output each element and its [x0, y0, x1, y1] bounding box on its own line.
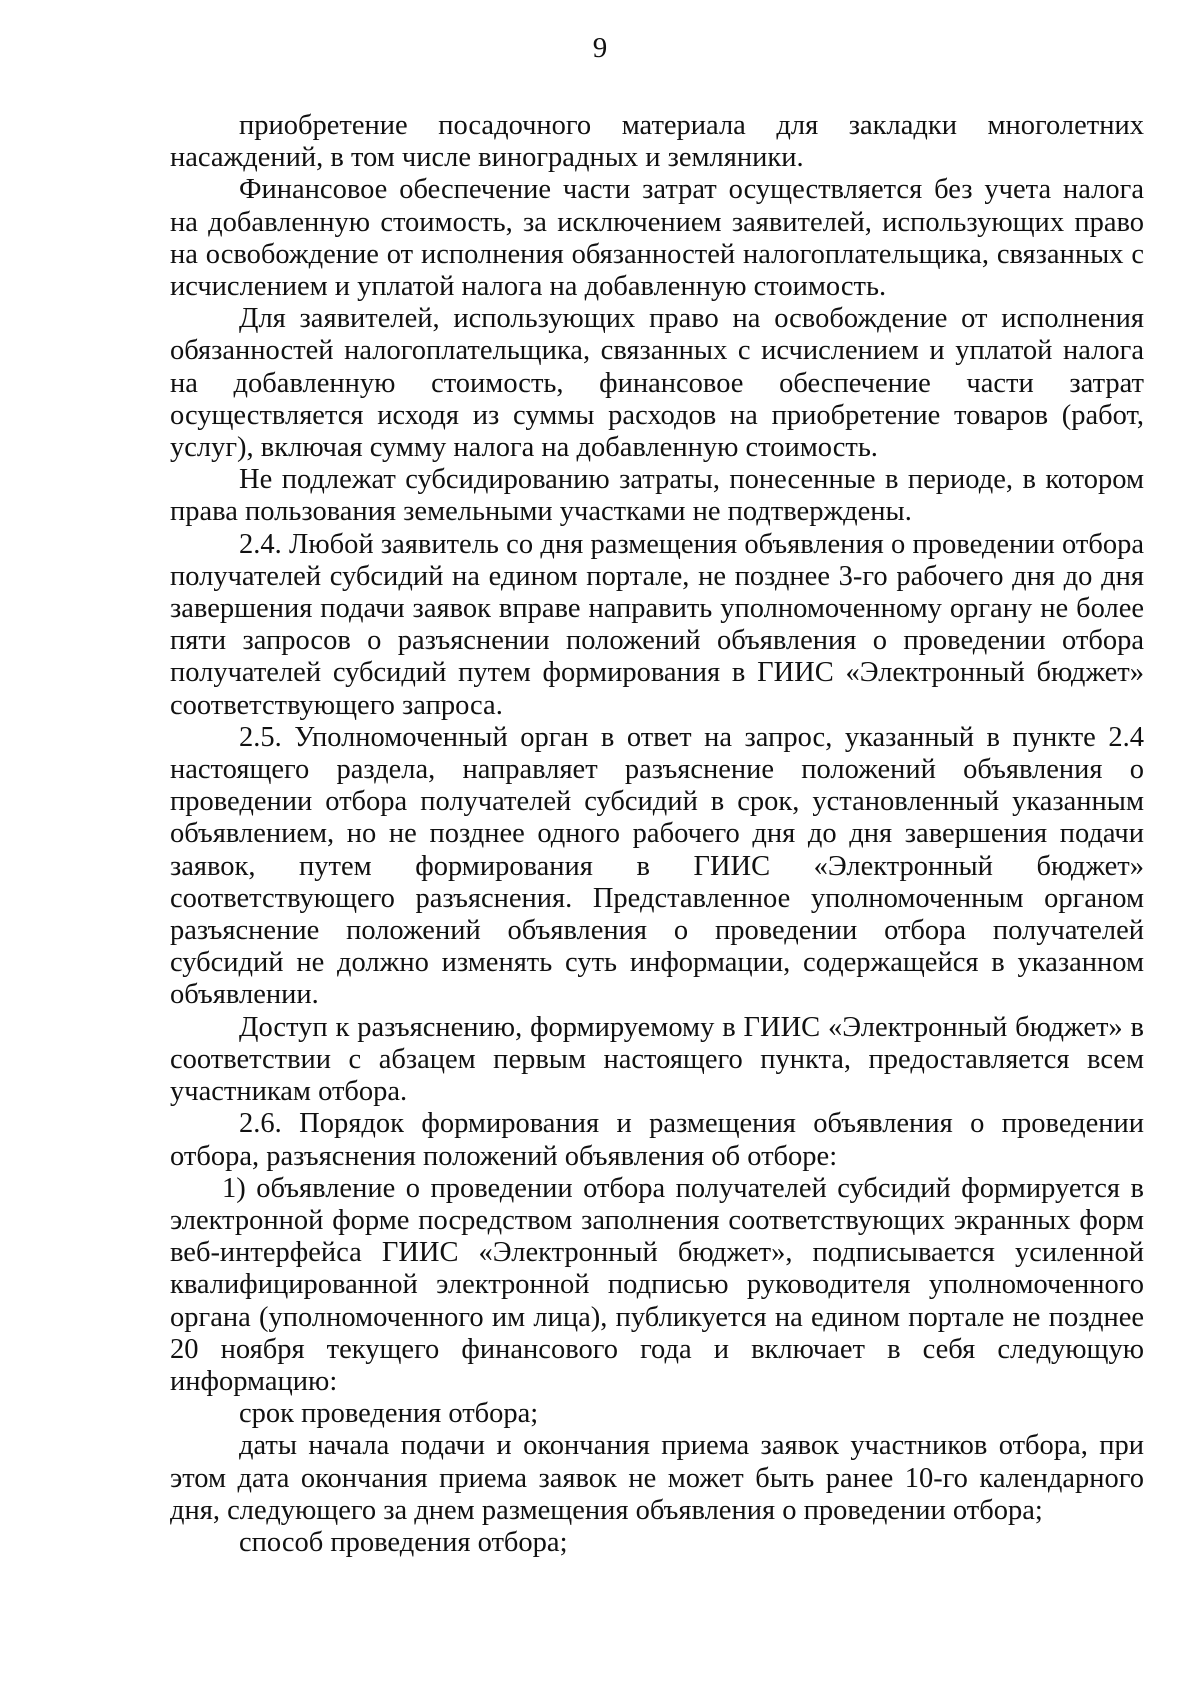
paragraph-vat-exclusion: Финансовое обеспечение части затрат осуществляется без учета налога на добавленную стоимость, за исключением заявителей, использующих право на освобождение от исполнения обязанностей налогоплательщика, связанных с исчислением и уплатой налога на добавленную стоимость. — [170, 174, 1144, 303]
paragraph-2-4: 2.4. Любой заявитель со дня размещения объявления о проведении отбора получателей субсидий на едином портале, не позднее 3-го рабочего дня до дня завершения подачи заявок вправе направить уполномоченному органу не более пяти запросов о разъяснении положений объявления о проведении отбора получателей субсидий путем формирования в ГИИС «Электронный бюджет» соответствующего запроса. — [170, 528, 1144, 721]
paragraph-2-6: 2.6. Порядок формирования и размещения объявления о проведении отбора, разъяснения положений объявления об отборе: — [170, 1108, 1144, 1172]
document-body — [170, 110, 1144, 1559]
page-number: 9 — [592, 32, 608, 64]
paragraph-access-clarification: Доступ к разъяснению, формируемому в ГИИС «Электронный бюджет» в соответствии с абзацем первым настоящего пункта, предоставляется всем участникам отбора. — [170, 1011, 1144, 1108]
paragraph-not-subsidized: Не подлежат субсидированию затраты, понесенные в периоде, в котором права пользования земельными участками не подтверждены. — [170, 464, 1144, 528]
paragraph-selection-method: способ проведения отбора; — [239, 1526, 568, 1558]
paragraph-2-5: 2.5. Уполномоченный орган в ответ на запрос, указанный в пункте 2.4 настоящего раздела, направляет разъяснение положений объявления о проведении отбора получателей субсидий в срок, установленный указанным объявлением, но не позднее одного рабочего дня до дня завершения подачи заявок, путем формирования в ГИИС «Электронный бюджет» соответствующего разъяснения. Представленное уполномоченным органом разъяснение положений объявления о проведении отбора получателей субсидий не должно изменять суть информации, содержащейся в указанном объявлении. — [170, 721, 1144, 1011]
paragraph-application-dates: даты начала подачи и окончания приема заявок участников отбора, при этом дата окончания приема заявок не может быть ранее 10-го календарного дня, следующего за днем размещения объявления о проведении отбора; — [170, 1430, 1144, 1526]
paragraph-planting-material: приобретение посадочного материала для закладки многолетних насаждений, в том числе виноградных и земляники. — [170, 110, 1144, 174]
paragraph-selection-period: срок проведения отбора; — [239, 1398, 539, 1430]
paragraph-item-1: 1) объявление о проведении отбора получателей субсидий формируется в электронной форме посредством заполнения соответствующих экранных форм веб-интерфейса ГИИС «Электронный бюджет», подписывается усиленной квалифицированной электронной подписью руководителя уполномоченного органа (уполномоченного им лица), публикуется на едином портале не позднее 20 ноября текущего финансового года и включает в себя следующую информацию: — [170, 1172, 1144, 1397]
paragraph-vat-exempt-applicants: Для заявителей, использующих право на освобождение от исполнения обязанностей налогоплательщика, связанных с исчислением и уплатой налога на добавленную стоимость, финансовое обеспечение части затрат осуществляется исходя из суммы расходов на приобретение товаров (работ, услуг), включая сумму налога на добавленную стоимость. — [170, 303, 1144, 464]
